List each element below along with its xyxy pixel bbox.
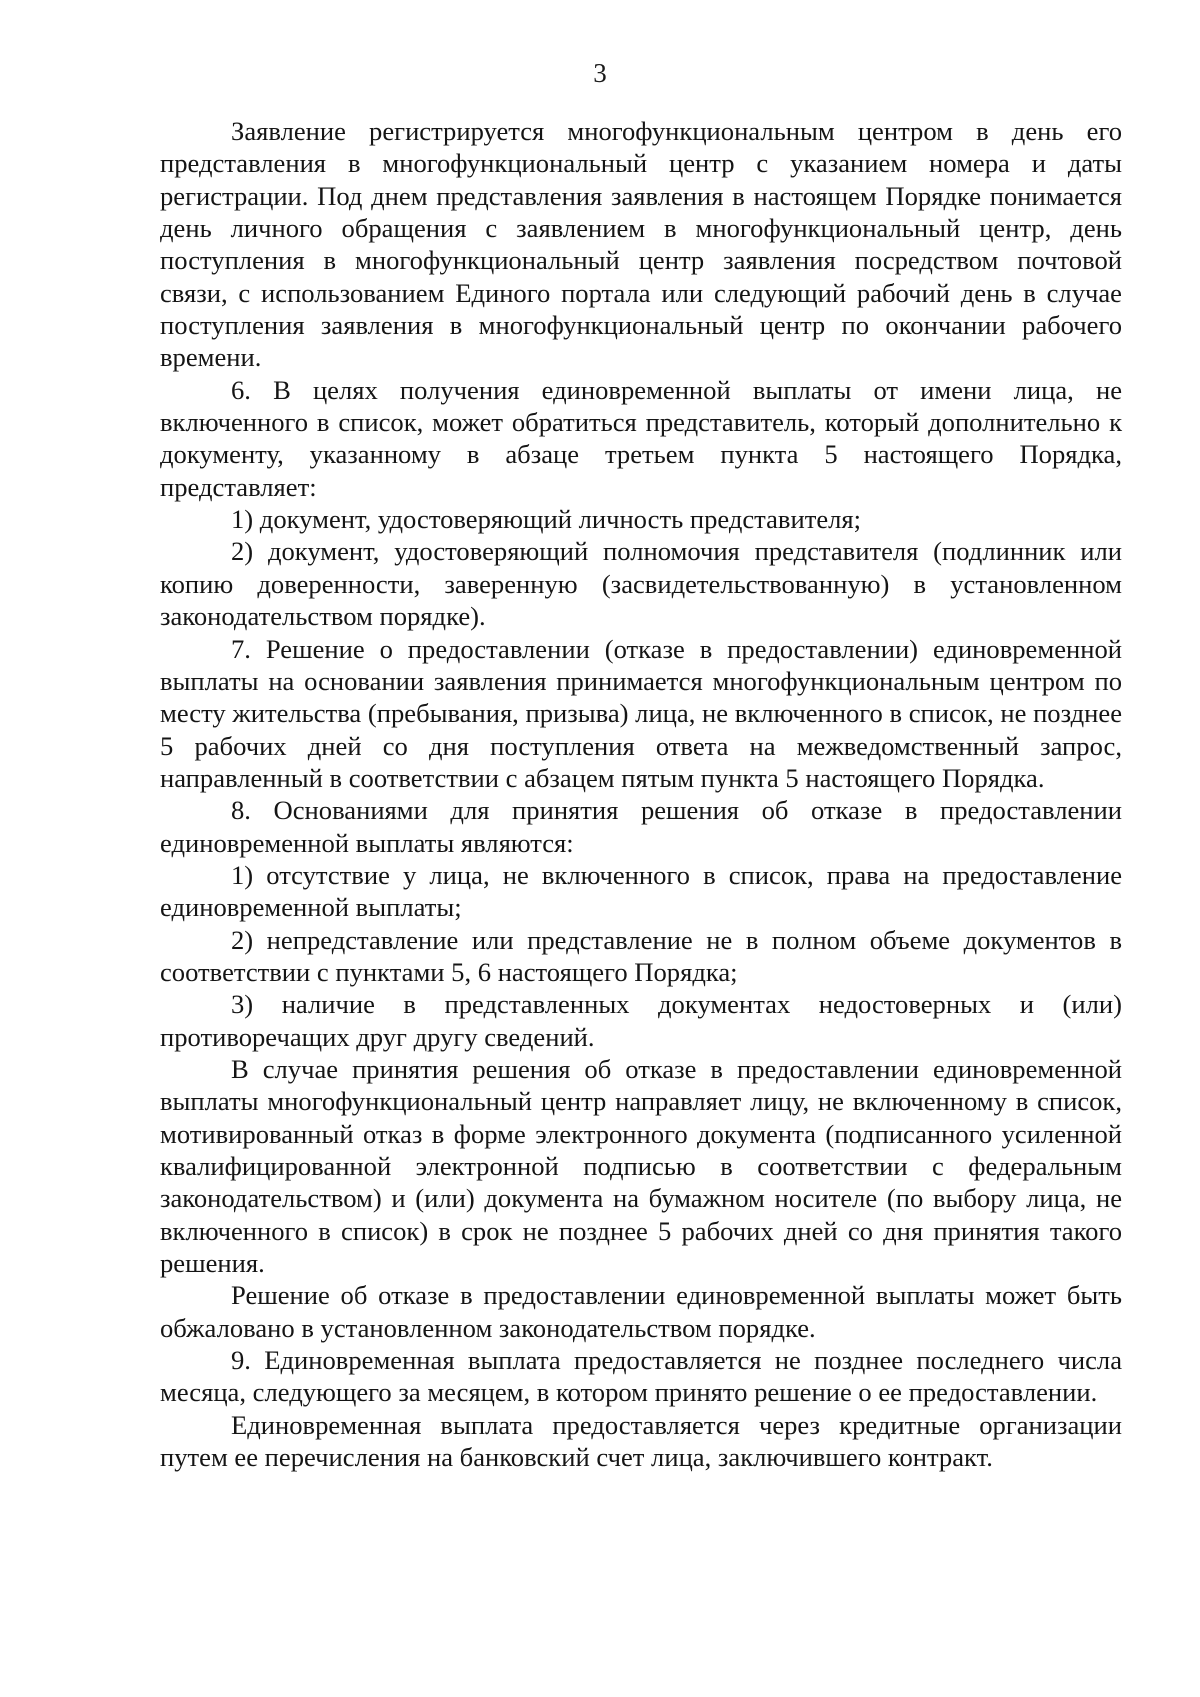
- paragraph-payment-method: Единовременная выплата предоставляется через кредитные организации путем ее перечисления на банковский счет лица, заключившего контракт.: [160, 1409, 1122, 1473]
- document-body: [160, 115, 1122, 1473]
- page-number: 3: [593, 58, 607, 88]
- paragraph-refusal-notice: В случае принятия решения об отказе в предоставлении единовременной выплаты многофункциональный центр направляет лицу, не включенному в список, мотивированный отказ в форме электронного документа (подписанного усиленной квалифицированной электронной подписью в соответствии с федеральным законодательством) и (или) документа на бумажном носителе (по выбору лица, не включенного в список) в срок не позднее 5 рабочих дней со дня принятия такого решения.: [160, 1053, 1122, 1279]
- paragraph-item-6: 6. В целях получения единовременной выплаты от имени лица, не включенного в список, может обратиться представитель, который дополнительно к документу, указанному в абзаце третьем пункта 5 настоящего Порядка, представляет:: [160, 374, 1122, 502]
- paragraph-item-6-subitem-1: 1) документ, удостоверяющий личность представителя;: [231, 504, 862, 535]
- paragraph-registration: Заявление регистрируется многофункциональным центром в день его представления в многофункциональный центр с указанием номера и даты регистрации. Под днем представления заявления в настоящем Порядке понимается день личного обращения с заявлением в многофункциональный центр, день поступления в многофункциональный центр заявления посредством почтовой связи, с использованием Единого портала или следующий рабочий день в случае поступления заявления в многофункциональный центр по окончании рабочего времени.: [160, 116, 1122, 373]
- paragraph-item-8: 8. Основаниями для принятия решения об отказе в предоставлении единовременной выплаты являются:: [160, 795, 1122, 858]
- paragraph-item-8-subitem-3: 3) наличие в представленных документах недостоверных и (или) противоречащих друг другу сведений.: [160, 989, 1122, 1052]
- paragraph-item-7: 7. Решение о предоставлении (отказе в предоставлении) единовременной выплаты на основании заявления принимается многофункциональным центром по месту жительства (пребывания, призыва) лица, не включенного в список, не позднее 5 рабочих дней со дня поступления ответа на межведомственный запрос, направленный в соответствии с абзацем пятым пункта 5 настоящего Порядка.: [160, 633, 1122, 793]
- paragraph-item-8-subitem-2: 2) непредставление или представление не в полном объеме документов в соответствии с пунктами 5, 6 настоящего Порядка;: [160, 924, 1122, 987]
- paragraph-item-9: 9. Единовременная выплата предоставляется не позднее последнего числа месяца, следующего за месяцем, в котором принято решение о ее предоставлении.: [160, 1345, 1122, 1408]
- paragraph-appeal: Решение об отказе в предоставлении единовременной выплаты может быть обжаловано в установленном законодательством порядке.: [160, 1280, 1122, 1343]
- paragraph-item-8-subitem-1: 1) отсутствие у лица, не включенного в список, права на предоставление единовременной выплаты;: [160, 859, 1122, 923]
- paragraph-item-6-subitem-2: 2) документ, удостоверяющий полномочия представителя (подлинник или копию доверенности, заверенную (засвидетельствованную) в установленном законодательством порядке).: [160, 536, 1122, 632]
